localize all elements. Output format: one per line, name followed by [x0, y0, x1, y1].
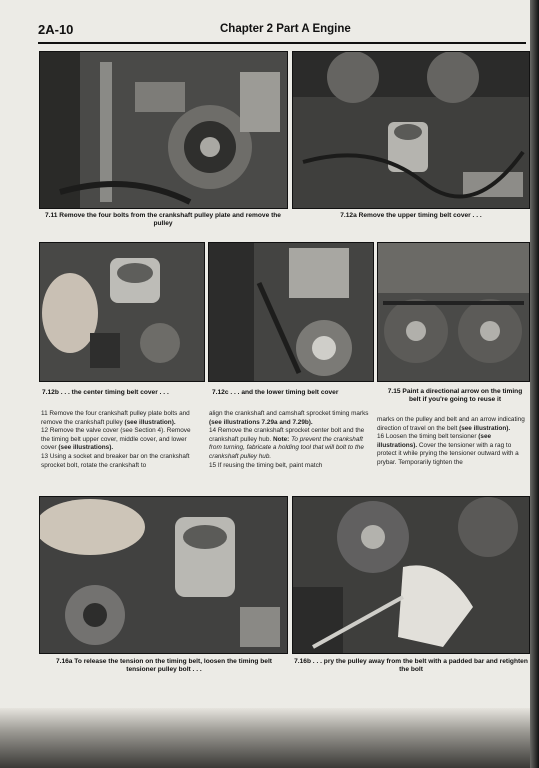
text-column-3	[377, 416, 527, 468]
paragraph-15-cont: marks on the pulley and belt and an arrow indicating direction of travel on the belt (see illustration).	[377, 416, 525, 432]
caption-7-12a: 7.12a Remove the upper timing belt cover . . .	[340, 212, 482, 219]
page-edge-shadow	[530, 0, 539, 768]
caption-7-16b: 7.16b . . . pry the pulley away from the belt with a padded bar and retighten the bolt	[294, 658, 528, 673]
paragraph-11: 11 Remove the four crankshaft pulley plate bolts and remove the crankshaft pulley (see illustration).	[41, 410, 190, 426]
paragraph-16: 16 Loosen the timing belt tensioner (see illustrations). Cover the tensioner with a rag to protect it while prying the tensioner outward with a prybar. Temporarily tighten the	[377, 433, 519, 466]
caption-7-12b: 7.12b . . . the center timing belt cover . . .	[42, 389, 169, 396]
page-number: 2A-10	[38, 22, 74, 37]
caption-7-15: 7.15 Paint a directional arrow on the timing belt if you're going to reuse it	[387, 388, 523, 403]
paragraph-13-cont: align the crankshaft and camshaft sprocket timing marks (see illustrations 7.29a and 7.29b).	[209, 410, 369, 426]
photo-7-12c	[208, 242, 374, 382]
photo-7-15	[377, 242, 530, 382]
header-rule	[38, 42, 526, 44]
paragraph-12: 12 Remove the valve cover (see Section 4). Remove the timing belt upper cover, middle cover, and lower cover (see illustrations).	[41, 427, 191, 452]
page-bottom-shadow	[0, 708, 530, 768]
text-column-1	[41, 410, 201, 470]
caption-7-12c: 7.12c . . . and the lower timing belt cover	[212, 389, 339, 396]
paragraph-15: 15 If reusing the timing belt, paint match	[209, 461, 323, 469]
photo-7-16b	[292, 496, 530, 654]
text-column-2	[209, 410, 371, 470]
photo-7-12b	[39, 242, 205, 382]
caption-7-11: 7.11 Remove the four bolts from the crankshaft pulley plate and remove the pulley	[45, 212, 281, 227]
paragraph-13: 13 Using a socket and breaker bar on the crankshaft sprocket bolt, rotate the crankshaft to	[41, 452, 190, 469]
chapter-title: Chapter 2 Part A Engine	[220, 23, 351, 35]
caption-7-16a: 7.16a To release the tension on the timing belt, loosen the timing belt tensioner pulley bolt . . .	[55, 658, 273, 673]
paragraph-14: 14 Remove the crankshaft sprocket center bolt and the crankshaft pulley hub. Note: To prevent the crankshaft from turning, fabricate a holding tool that will bolt to the crankshaft pulley hub.	[209, 427, 365, 460]
photo-7-16a	[39, 496, 288, 654]
photo-7-11	[39, 51, 288, 209]
photo-7-12a	[292, 51, 530, 209]
